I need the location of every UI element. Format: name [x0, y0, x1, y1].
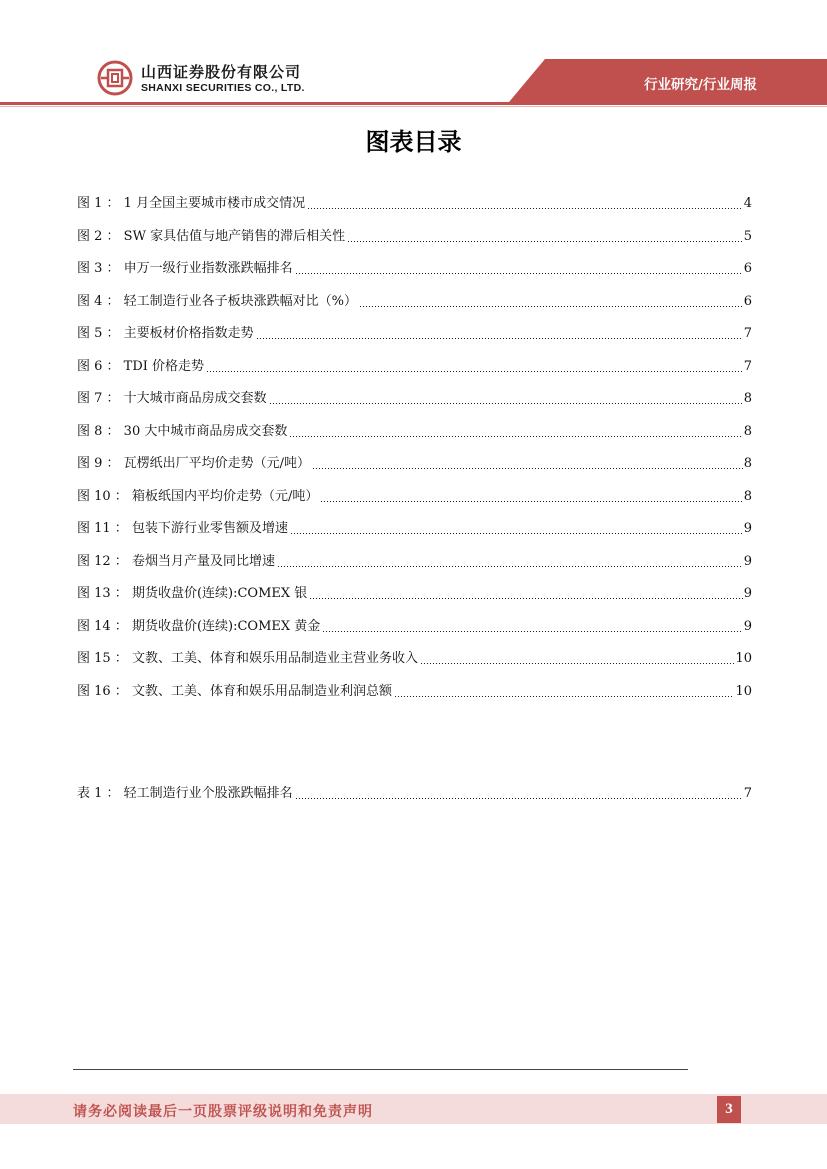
report-type-label: 行业研究/行业周报 — [644, 77, 757, 93]
toc-entry-label: 图 12 ： 卷烟当月产量及同比增速 — [77, 554, 275, 569]
toc-entry-page: 5 — [743, 229, 752, 244]
footer-disclaimer: 请务必阅读最后一页股票评级说明和免责声明 — [73, 1104, 373, 1120]
dot-leader — [256, 338, 743, 339]
toc-entry-page: 4 — [743, 196, 752, 211]
company-name-cn: 山西证券股份有限公司 — [141, 63, 302, 81]
toc-entry-page: 6 — [743, 294, 752, 309]
toc-entry-figure-12[interactable] — [77, 550, 752, 570]
toc-entry-label: 图 6 ： TDI 价格走势 — [77, 359, 205, 374]
dot-leader — [322, 631, 742, 632]
dot-leader — [269, 403, 743, 404]
toc-entry-figure-1[interactable] — [77, 192, 752, 212]
toc-entry-label: 图 7 ： 十大城市商品房成交套数 — [77, 391, 267, 406]
toc-entry-label: 图 14 ： 期货收盘价(连续):COMEX 黄金 — [77, 619, 321, 634]
toc-entry-label: 图 3 ： 申万一级行业指数涨跌幅排名 — [77, 261, 293, 276]
toc-entry-figure-9[interactable] — [77, 452, 752, 472]
header-divider — [0, 102, 827, 105]
toc-entry-label: 图 11 ： 包装下游行业零售额及增速 — [77, 521, 288, 536]
dot-leader — [295, 798, 743, 799]
dot-leader — [307, 208, 743, 209]
toc-entry-figure-7[interactable] — [77, 387, 752, 407]
toc-entry-figure-6[interactable] — [77, 355, 752, 375]
page-header — [0, 0, 827, 106]
toc-entry-figure-2[interactable] — [77, 225, 752, 245]
dot-leader — [347, 241, 743, 242]
toc-entry-label: 图 1 ： 1 月全国主要城市楼市成交情况 — [77, 196, 306, 211]
dot-leader — [359, 306, 743, 307]
footer-divider — [73, 1069, 688, 1070]
toc-entry-page: 7 — [743, 359, 752, 374]
toc-entry-figure-3[interactable] — [77, 257, 752, 277]
toc-entry-label: 图 16 ： 文教、工美、体育和娱乐用品制造业利润总额 — [77, 684, 392, 699]
toc-entry-label: 图 8 ： 30 大中城市商品房成交套数 — [77, 424, 288, 439]
dot-leader — [289, 436, 742, 437]
toc-entry-page: 7 — [743, 786, 752, 801]
toc-entry-page: 10 — [735, 684, 752, 699]
toc-entry-page: 7 — [743, 326, 752, 341]
toc-entry-label: 图 13 ： 期货收盘价(连续):COMEX 银 — [77, 586, 308, 601]
toc-entry-label: 图 2 ： SW 家具估值与地产销售的滞后相关性 — [77, 229, 346, 244]
dot-leader — [420, 663, 735, 664]
header-divider-light — [0, 106, 827, 107]
toc-entry-page: 8 — [743, 391, 752, 406]
toc-entry-label: 图 9 ： 瓦楞纸出厂平均价走势（元/吨） — [77, 456, 311, 471]
toc-entry-page: 6 — [743, 261, 752, 276]
toc-entry-figure-16[interactable] — [77, 680, 752, 700]
toc-entry-label: 表 1 ： 轻工制造行业个股涨跌幅排名 — [77, 786, 293, 801]
toc-entry-table-1[interactable] — [77, 782, 752, 802]
toc-entry-figure-5[interactable] — [77, 322, 752, 342]
dot-leader — [277, 566, 743, 567]
toc-entry-label: 图 4 ： 轻工制造行业各子板块涨跌幅对比（%） — [77, 294, 358, 309]
company-name-en: SHANXI SECURITIES CO., LTD. — [141, 82, 305, 94]
dot-leader — [206, 371, 743, 372]
dot-leader — [290, 533, 743, 534]
toc-entry-figure-4[interactable] — [77, 290, 752, 310]
toc-entry-figure-13[interactable] — [77, 582, 752, 602]
dot-leader — [312, 468, 743, 469]
toc-entry-page: 9 — [743, 619, 752, 634]
dot-leader — [309, 598, 742, 599]
toc-entry-label: 图 5 ： 主要板材价格指数走势 — [77, 326, 254, 341]
toc-entry-page: 8 — [743, 456, 752, 471]
page-title: 图表目录 — [365, 128, 462, 156]
toc-entry-figure-8[interactable] — [77, 420, 752, 440]
toc-entry-figure-15[interactable] — [77, 647, 752, 667]
toc-entry-page: 10 — [735, 651, 752, 666]
toc-entry-page: 8 — [743, 424, 752, 439]
dot-leader — [320, 501, 742, 502]
dot-leader — [295, 273, 743, 274]
toc-entry-figure-14[interactable] — [77, 615, 752, 635]
page-number: 3 — [717, 1096, 741, 1123]
toc-entry-label: 图 10 ： 箱板纸国内平均价走势（元/吨） — [77, 489, 319, 504]
toc-entry-label: 图 15 ： 文教、工美、体育和娱乐用品制造业主营业务收入 — [77, 651, 418, 666]
toc-entry-figure-10[interactable] — [77, 485, 752, 505]
toc-entry-page: 9 — [743, 586, 752, 601]
toc-entry-page: 9 — [743, 554, 752, 569]
toc-entry-figure-11[interactable] — [77, 517, 752, 537]
toc-entry-page: 8 — [743, 489, 752, 504]
dot-leader — [394, 696, 735, 697]
shanxi-securities-logo-icon — [97, 60, 133, 96]
toc-entry-page: 9 — [743, 521, 752, 536]
